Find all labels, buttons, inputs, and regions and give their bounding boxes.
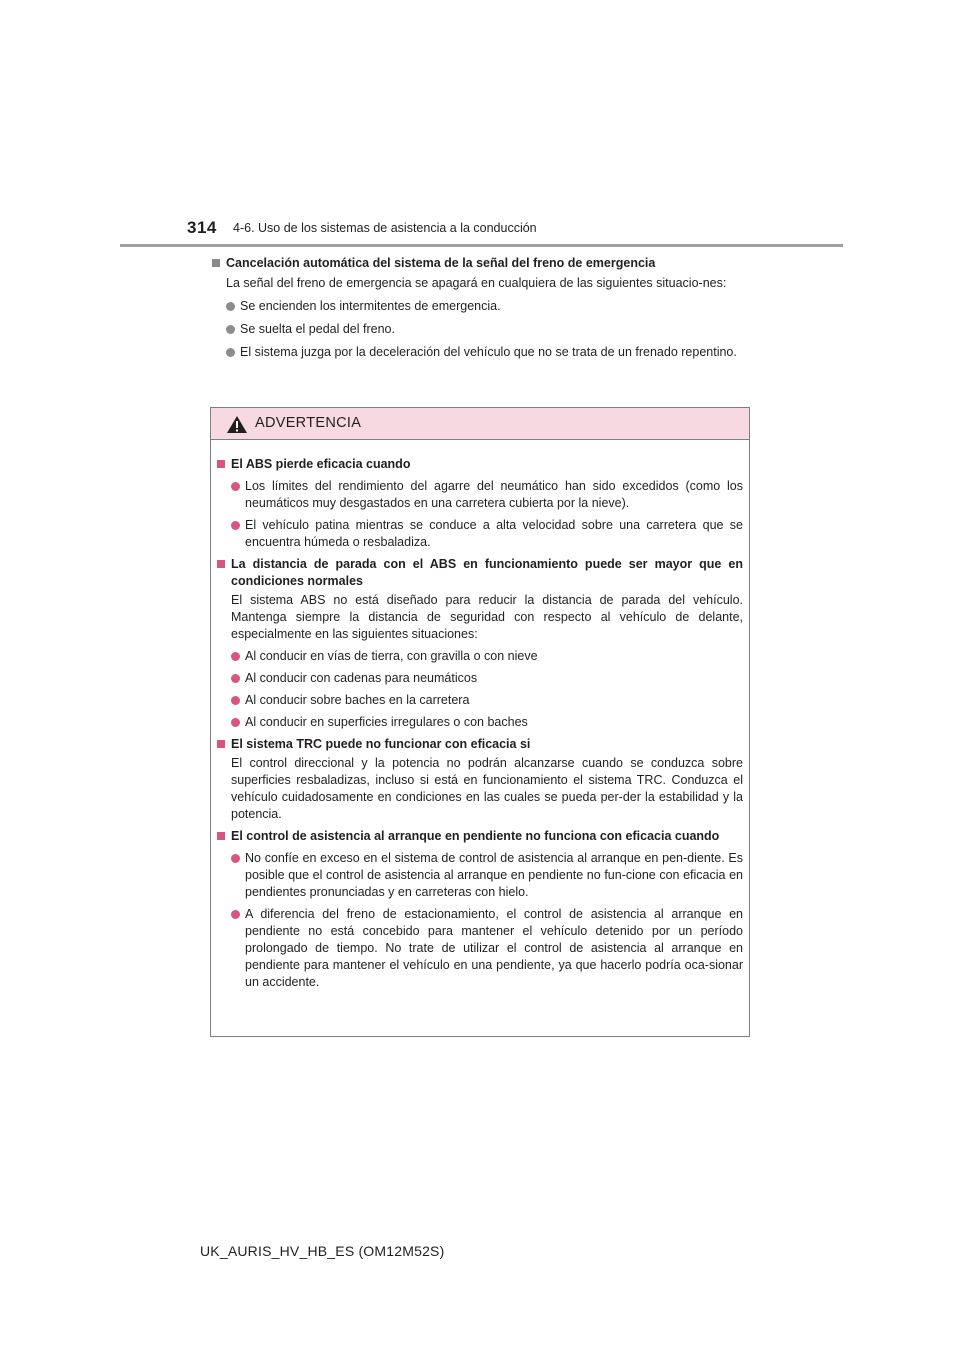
paragraph: El sistema ABS no está diseñado para reducir la distancia de parada del vehículo. Mantenga siempre la distancia de seguridad con respecto al vehículo de delante, especialmente en las siguientes situaciones: <box>231 593 743 641</box>
circle-bullet-icon <box>231 910 240 919</box>
list-item <box>217 648 743 665</box>
circle-bullet-icon <box>226 348 235 357</box>
list-item-text: Los límites del rendimiento del agarre del neumático han sido excedidos (como los neumáticos muy desgastados en una carretera cubierta por la nieve). <box>245 479 743 510</box>
heading-text: El ABS pierde eficacia cuando <box>231 457 411 471</box>
warning-header <box>211 408 749 440</box>
list-item <box>217 714 743 731</box>
warning-box <box>210 407 750 1037</box>
square-bullet-icon <box>217 460 225 468</box>
heading-text: La distancia de parada con el ABS en funcionamiento puede ser mayor que en condiciones normales <box>231 557 743 588</box>
list-item-text: Al conducir con cadenas para neumáticos <box>245 671 478 685</box>
list-item-text: Se suelta el pedal del freno. <box>240 322 395 336</box>
list-item <box>212 344 752 361</box>
square-bullet-icon <box>217 560 225 568</box>
list-item-text: El vehículo patina mientras se conduce a alta velocidad sobre una carretera que se encuentra húmeda o resbaladiza. <box>245 518 743 549</box>
warning-item-heading <box>217 556 743 590</box>
list-item-text: Al conducir en vías de tierra, con gravilla o con nieve <box>245 649 538 663</box>
section-heading-text: Cancelación automática del sistema de la señal del freno de emergencia <box>226 256 656 270</box>
warning-item-heading <box>217 828 743 845</box>
main-section <box>212 255 752 361</box>
circle-bullet-icon <box>231 696 240 705</box>
circle-bullet-icon <box>231 674 240 683</box>
section-heading <box>212 255 752 272</box>
paragraph: El control direccional y la potencia no podrán alcanzarse cuando se conduzca sobre superficies resbaladizas, incluso si está en funcionamiento el sistema TRC. Conduzca el vehículo cuidadosamente en condiciones en las cuales se pueda per-der la estabilidad y la potencia. <box>231 756 743 821</box>
circle-bullet-icon <box>226 302 235 311</box>
list-item-text: No confíe en exceso en el sistema de control de asistencia al arranque en pen-diente. Es posible que el control de asistencia al arranque en pendiente no fun-cione con eficacia en pendientes pronunciadas y en carreteras con hielo. <box>245 851 743 899</box>
header-divider <box>120 244 843 247</box>
list-item-text: Al conducir en superficies irregulares o con baches <box>245 715 528 729</box>
section-intro: La señal del freno de emergencia se apagará en cualquiera de las siguientes situacio-nes: <box>226 276 727 290</box>
list-item <box>212 298 752 315</box>
warning-triangle-icon <box>226 415 248 434</box>
warning-item-heading <box>217 736 743 753</box>
list-item-text: Se encienden los intermitentes de emergencia. <box>240 299 501 313</box>
list-item <box>217 670 743 687</box>
square-bullet-icon <box>217 740 225 748</box>
page-number: 314 <box>187 218 217 237</box>
list-item-text: Al conducir sobre baches en la carretera <box>245 693 470 707</box>
list-item <box>217 692 743 709</box>
list-item <box>212 321 752 338</box>
list-item-text: A diferencia del freno de estacionamiento, el control de asistencia al arranque en pendiente no está concebido para mantener el vehículo detenido por un período prolongado de tiempo. No trate de utilizar el control de asistencia al arranque en pendiente para mantener el vehículo en una pendiente, ya que hacerlo podría oca-sionar un accidente. <box>245 907 743 989</box>
list-item <box>217 517 743 551</box>
circle-bullet-icon <box>231 521 240 530</box>
warning-body <box>217 451 743 991</box>
heading-text: El sistema TRC puede no funcionar con eficacia si <box>231 737 531 751</box>
list-item <box>217 478 743 512</box>
list-item <box>217 850 743 901</box>
warning-item-heading <box>217 456 743 473</box>
heading-text: El control de asistencia al arranque en pendiente no funciona con eficacia cuando <box>231 829 720 843</box>
circle-bullet-icon <box>231 652 240 661</box>
square-bullet-icon <box>212 259 220 267</box>
warning-title: ADVERTENCIA <box>255 415 362 431</box>
section-title: 4-6. Uso de los sistemas de asistencia a la conducción <box>233 221 537 235</box>
list-item <box>217 906 743 991</box>
circle-bullet-icon <box>231 854 240 863</box>
circle-bullet-icon <box>231 718 240 727</box>
list-item-text: El sistema juzga por la deceleración del vehículo que no se trata de un frenado repentino. <box>240 345 737 359</box>
square-bullet-icon <box>217 832 225 840</box>
document-code: UK_AURIS_HV_HB_ES (OM12M52S) <box>200 1243 445 1259</box>
circle-bullet-icon <box>226 325 235 334</box>
circle-bullet-icon <box>231 482 240 491</box>
